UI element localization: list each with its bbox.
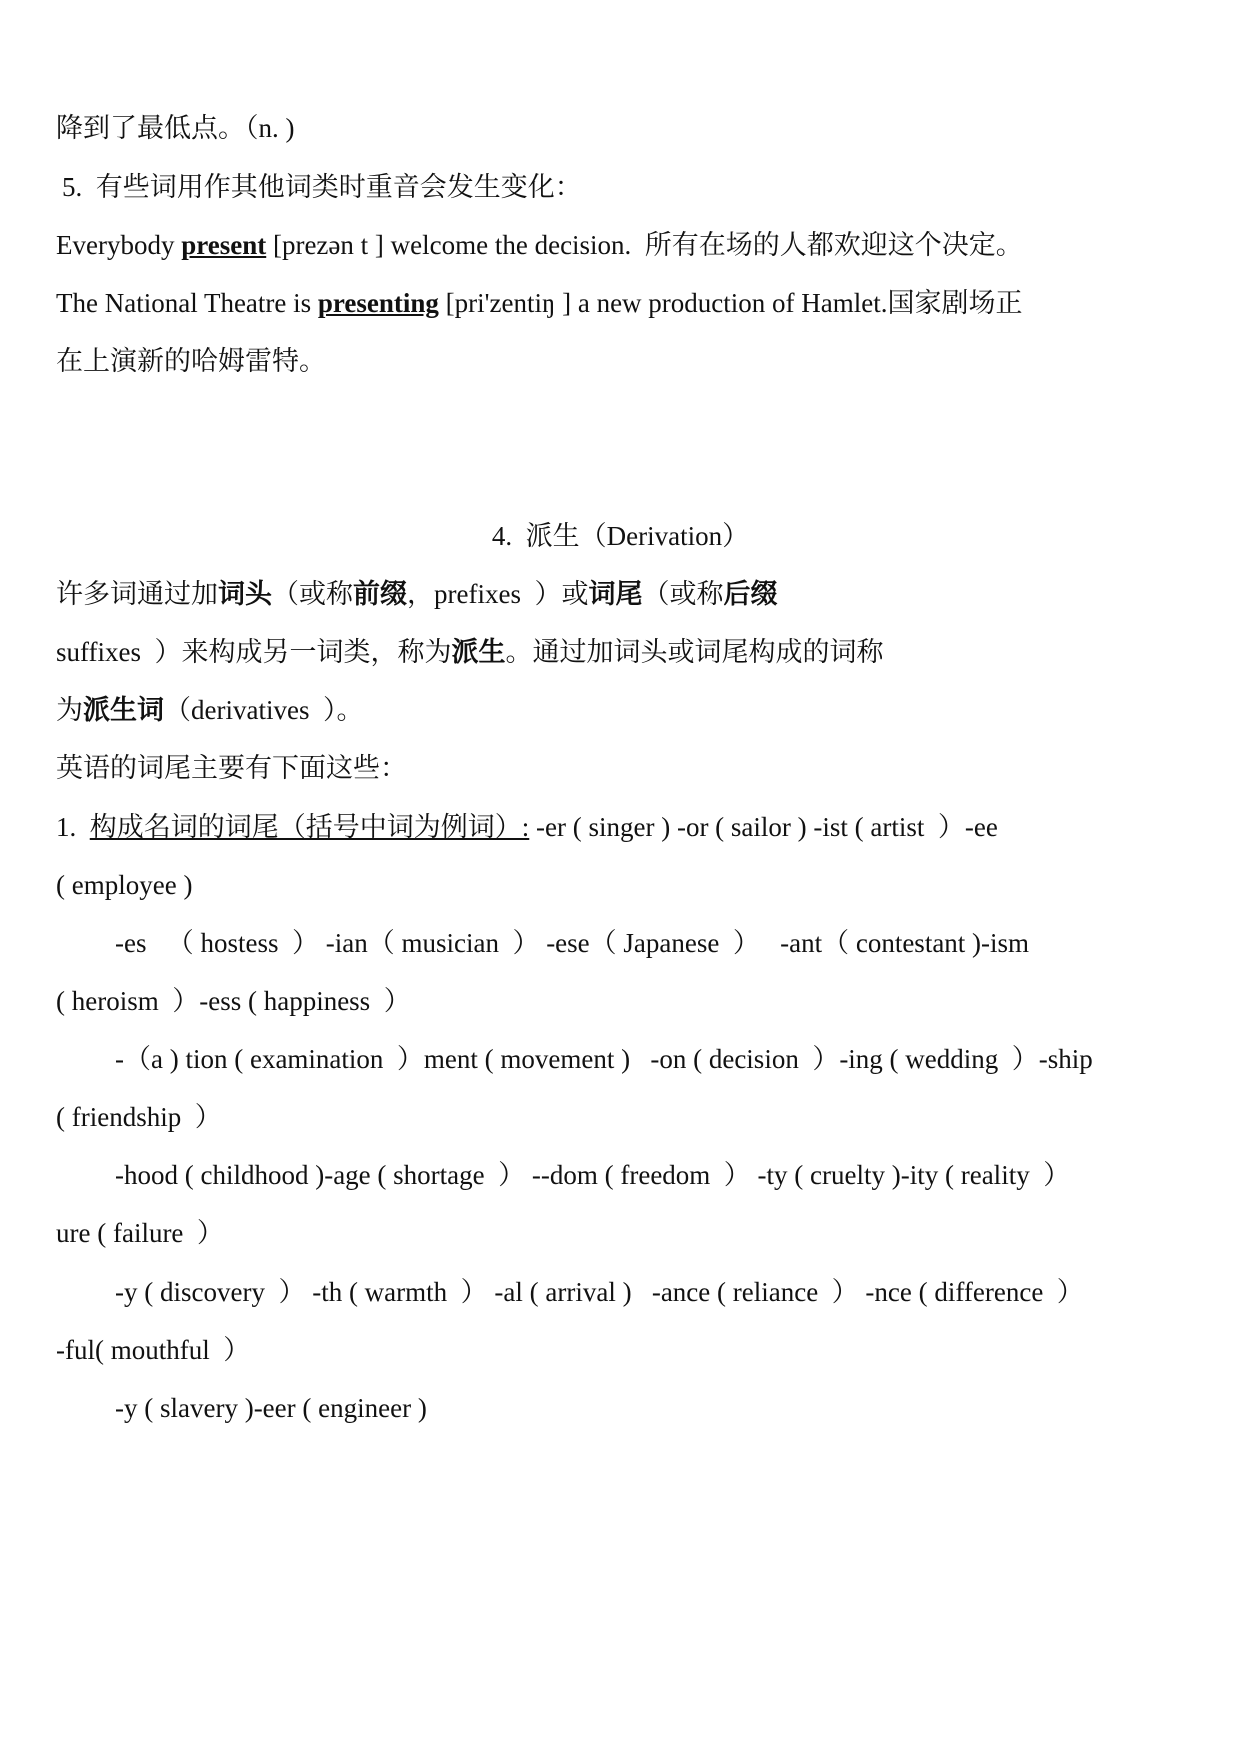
text: 。通过加词头或词尾构成的词称 [505, 637, 884, 667]
text: Everybody [56, 230, 182, 260]
text-line: 英语的词尾主要有下面这些： [56, 753, 407, 783]
term: 词尾 [588, 579, 643, 609]
suffix-line: ure ( failure ） [56, 1218, 224, 1248]
text: 为 [56, 695, 83, 725]
term: 词头 [218, 579, 272, 609]
text: 许多词通过加 [56, 579, 218, 609]
suffix-line: ( employee ) [56, 870, 193, 900]
text: （derivatives ）。 [164, 695, 364, 725]
suffix-line: -y ( slavery )-eer ( engineer ) [115, 1393, 427, 1423]
example-sentence [56, 228, 1023, 262]
suffix-line: -y ( discovery ） -th ( warmth ） -al ( arrival ) -ance ( reliance ） -nce ( difference ） [115, 1277, 1084, 1307]
text: [pri'zentiŋ ] a new production of Hamlet.国家剧场正 [438, 288, 1023, 318]
text: ，prefixes ）或 [407, 579, 589, 609]
numbered-point: 5. 有些词用作其他词类时重音会发生变化： [62, 172, 582, 202]
item-number: 1. [56, 812, 90, 842]
paragraph-line [56, 577, 777, 611]
suffix-line: -（a ) tion ( examination ）ment ( movement ) -on ( decision ）-ing ( wedding ）-ship [115, 1044, 1093, 1074]
suffix-line: ( heroism ）-ess ( happiness ） [56, 986, 411, 1016]
emphasized-word: present [181, 230, 267, 260]
section-heading: 4. 派生（Derivation） [491, 521, 750, 551]
list-item [56, 810, 998, 844]
text: （或称 [642, 579, 724, 609]
text: （或称 [272, 579, 353, 609]
item-label: 构成名词的词尾（括号中词为例词）: [89, 812, 530, 842]
suffix-line: -ful( mouthful ） [56, 1335, 251, 1365]
emphasized-word: presenting [317, 288, 439, 318]
term: 后缀 [723, 579, 778, 609]
suffix-line: -es （ hostess ） -ian（ musician ） -ese（ Japanese ） -ant（ contestant )-ism [115, 928, 1030, 958]
text: The National Theatre is [56, 288, 318, 318]
text: -er ( singer ) -or ( sailor ) -ist ( artist ）-ee [529, 812, 998, 842]
paragraph-line [56, 635, 884, 669]
text-line: 降到了最低点。（n. ) [56, 113, 295, 143]
term: 派生词 [83, 695, 164, 725]
term: 派生 [451, 637, 506, 667]
suffix-line: -hood ( childhood )-age ( shortage ） --dom ( freedom ） -ty ( cruelty )-ity ( reality ） [115, 1160, 1071, 1190]
paragraph-line [56, 693, 363, 727]
text: suffixes ）来构成另一词类，称为 [56, 637, 452, 667]
text: [prezən t ] welcome the decision. 所有在场的人都欢迎这个决定。 [266, 230, 1023, 260]
example-sentence [56, 286, 1023, 320]
suffix-line: ( friendship ） [56, 1102, 222, 1132]
text-line: 在上演新的哈姆雷特。 [56, 346, 326, 376]
term: 前缀 [353, 579, 407, 609]
